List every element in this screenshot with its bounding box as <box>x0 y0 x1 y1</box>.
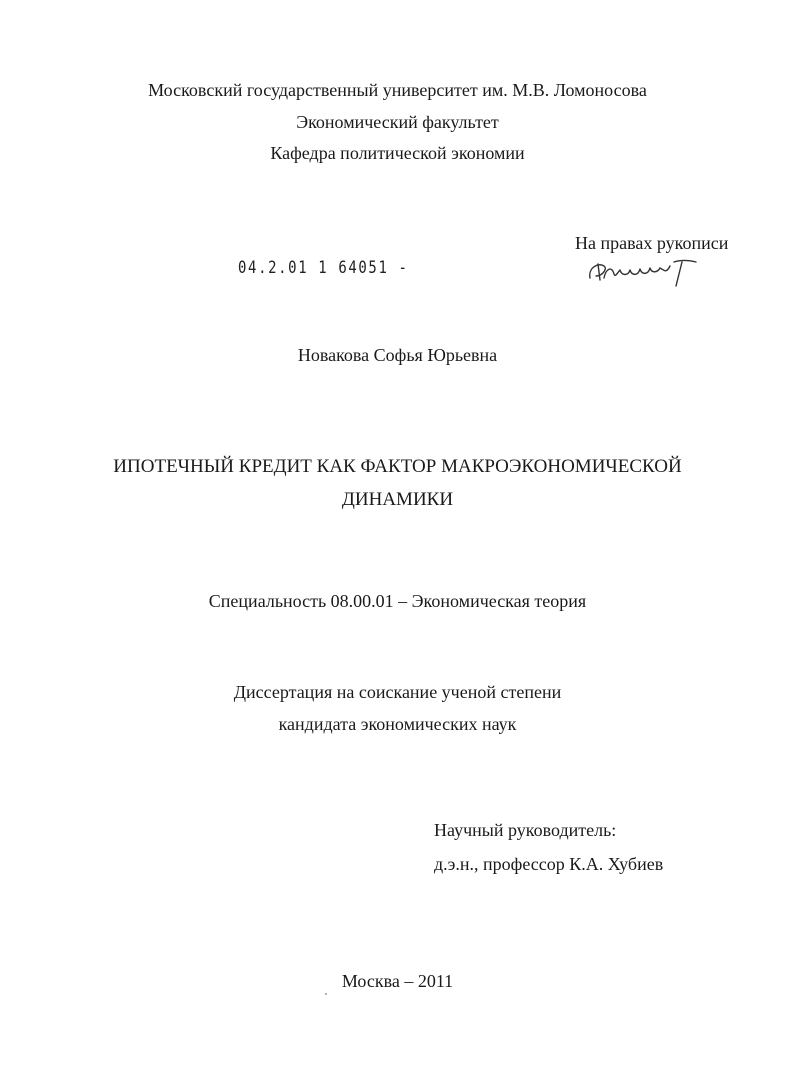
department-name: Кафедра политической экономии <box>270 143 525 163</box>
specialty: Специальность 08.00.01 – Экономическая теория <box>208 591 587 611</box>
place-and-year: Москва – 2011 <box>341 971 454 991</box>
author-name: Новакова Софья Юрьевна <box>297 345 498 365</box>
dissertation-title-line-1: ИПОТЕЧНЫЙ КРЕДИТ КАК ФАКТОР МАКРОЭКОНОМИЧЕСКОЙ <box>113 456 682 477</box>
faculty-name: Экономический факультет <box>296 112 499 132</box>
degree-line-2: кандидата экономических наук <box>278 714 517 734</box>
dissertation-title-line-2: ДИНАМИКИ <box>341 489 454 510</box>
supervisor-label: Научный руководитель: <box>434 820 617 840</box>
manuscript-note: На правах рукописи <box>575 233 729 253</box>
author-signature <box>584 254 704 288</box>
degree-line-1: Диссертация на соискание ученой степени <box>233 682 562 702</box>
scan-speck <box>325 993 327 995</box>
registration-number: 04.2.01 1 64051 - <box>238 258 409 278</box>
supervisor-name: д.э.н., профессор К.А. Хубиев <box>434 854 664 874</box>
university-name: Московский государственный университет им. М.В. Ломоносова <box>148 80 647 100</box>
